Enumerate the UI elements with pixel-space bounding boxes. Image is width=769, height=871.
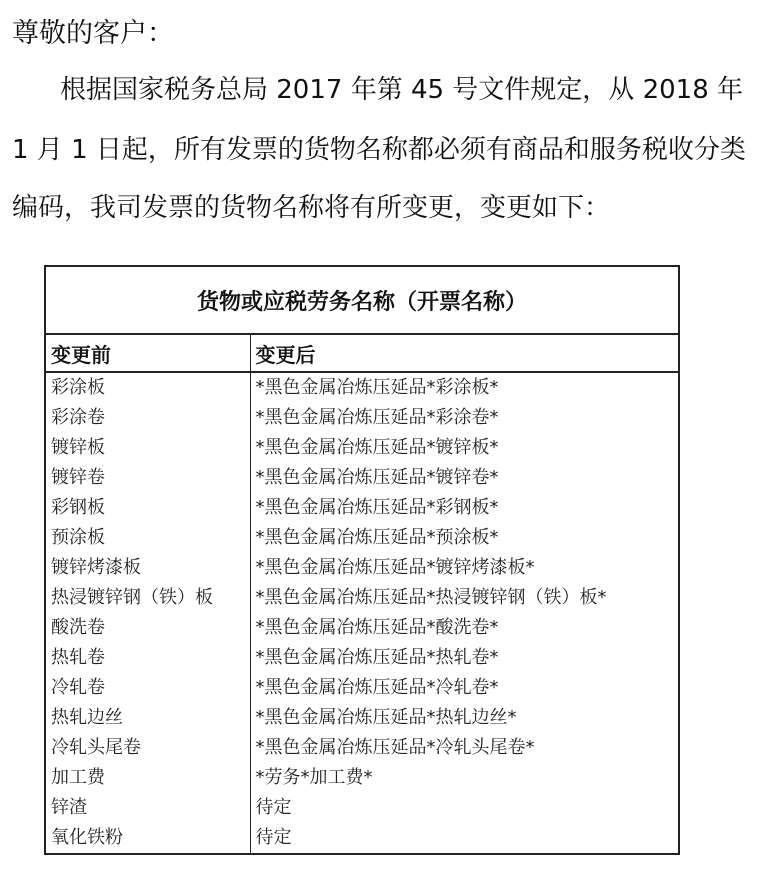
cell-before: 镀锌烤漆板: [45, 553, 250, 583]
cell-after: *黑色金属冶炼压延品*预涂板*: [255, 527, 499, 548]
table-row: [45, 763, 679, 793]
table-row: [45, 372, 679, 403]
cell-after: *黑色金属冶炼压延品*镀锌板*: [255, 437, 499, 458]
table-row: [45, 613, 679, 643]
cell-before: 彩涂卷: [45, 403, 250, 433]
paragraph-line-2: 1 月 1 日起，所有发票的货物名称都必须有商品和服务税收分类: [12, 135, 746, 165]
salutation: 尊敬的客户：: [12, 18, 174, 49]
cell-after: *黑色金属冶炼压延品*镀锌卷*: [255, 467, 499, 488]
table-row: [45, 523, 679, 553]
table-row: [45, 493, 679, 523]
cell-before: 冷轧卷: [45, 673, 250, 703]
cell-after: *黑色金属冶炼压延品*彩涂卷*: [255, 407, 499, 428]
table-row: [45, 823, 679, 854]
cell-before: 镀锌板: [45, 433, 250, 463]
cell-after-pending: 待定: [255, 827, 292, 848]
cell-before: 加工费: [45, 763, 250, 793]
table-title: 货物或应税劳务名称（开票名称）: [45, 266, 679, 334]
cell-after: *劳务*加工费*: [255, 767, 373, 788]
cell-before: 氧化铁粉: [45, 823, 250, 854]
cell-after: *黑色金属冶炼压延品*酸洗卷*: [255, 617, 499, 638]
cell-after: *黑色金属冶炼压延品*冷轧卷*: [255, 677, 499, 698]
cell-before: 彩涂板: [45, 372, 250, 403]
table-row: [45, 553, 679, 583]
cell-after: *黑色金属冶炼压延品*彩钢板*: [255, 497, 499, 518]
table-row: [45, 703, 679, 733]
cell-before: 彩钢板: [45, 493, 250, 523]
cell-before: 热轧边丝: [45, 703, 250, 733]
cell-before: 酸洗卷: [45, 613, 250, 643]
cell-before: 热轧卷: [45, 643, 250, 673]
table-row: [45, 673, 679, 703]
table-row: [45, 643, 679, 673]
table-row: [45, 463, 679, 493]
cell-after: *黑色金属冶炼压延品*镀锌烤漆板*: [255, 557, 535, 578]
cell-before: 锌渣: [45, 793, 250, 823]
column-header-before: 变更前: [45, 334, 250, 372]
paragraph-line-3: 编码，我司发票的货物名称将有所变更，变更如下：: [12, 193, 611, 223]
table-title-row: [45, 266, 679, 334]
cell-after: *黑色金属冶炼压延品*热轧卷*: [255, 647, 499, 668]
cell-after: *黑色金属冶炼压延品*彩涂板*: [255, 377, 499, 398]
table-row: [45, 793, 679, 823]
cell-before: 预涂板: [45, 523, 250, 553]
cell-after: *黑色金属冶炼压延品*冷轧头尾卷*: [255, 737, 535, 758]
paragraph-line-1: 根据国家税务总局 2017 年第 45 号文件规定，从 2018 年: [60, 75, 744, 105]
table-row: [45, 583, 679, 613]
cell-after: *黑色金属冶炼压延品*热浸镀锌钢（铁）板*: [255, 587, 607, 608]
table-header-row: [45, 334, 679, 372]
table-row: [45, 733, 679, 763]
cell-after-pending: 待定: [255, 797, 292, 818]
table-body: [45, 372, 679, 854]
table-row: [45, 403, 679, 433]
cell-before: 镀锌卷: [45, 463, 250, 493]
name-change-table: [44, 265, 680, 855]
cell-after: *黑色金属冶炼压延品*热轧边丝*: [255, 707, 517, 728]
cell-before: 冷轧头尾卷: [45, 733, 250, 763]
column-header-after: 变更后: [250, 334, 679, 372]
table-row: [45, 433, 679, 463]
cell-before: 热浸镀锌钢（铁）板: [45, 583, 250, 613]
